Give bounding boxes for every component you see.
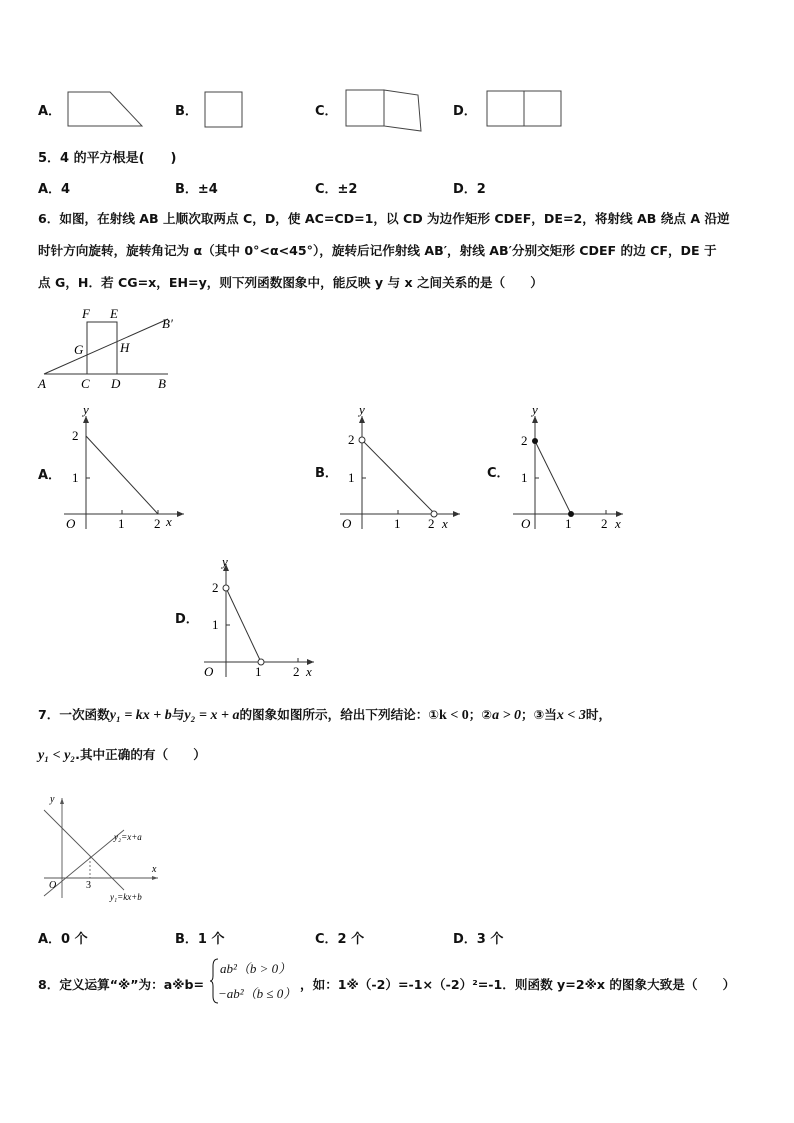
- square-shape: [205, 92, 242, 127]
- q7-y1-equation: y₁ = kx + b: [109, 708, 172, 723]
- graph-segment: [227, 590, 260, 660]
- q4-option-b-figure: [203, 90, 247, 130]
- q7-mid1: 与: [171, 707, 185, 722]
- closed-point-y2: [532, 438, 538, 444]
- label-c: C: [81, 376, 90, 391]
- label-f: F: [82, 306, 90, 321]
- tick-label-x1: 1: [565, 516, 572, 531]
- label-x: x: [166, 514, 172, 529]
- label-y: y: [83, 402, 89, 417]
- label-y: y: [222, 554, 228, 569]
- open-point-y2: [359, 437, 365, 443]
- q4-option-c-figure: [344, 88, 424, 134]
- q8-case2: −ab²（b ≤ 0）: [218, 986, 297, 1001]
- q7-graph: [40, 790, 170, 910]
- q4-option-c-label: C．: [315, 104, 338, 119]
- q5-option-a: A．4: [38, 182, 71, 197]
- q6-option-b-label: B．: [315, 466, 338, 481]
- y-axis-arrow: [532, 416, 538, 423]
- ray-ab-prime: [44, 319, 168, 374]
- q7-option-a: A．0 个: [38, 932, 88, 947]
- graph-segment: [362, 440, 433, 512]
- tick-label-y2: 2: [72, 428, 79, 443]
- label-d: D: [111, 376, 121, 391]
- q7-mid3: ；②: [468, 707, 493, 722]
- label-a: A: [38, 376, 46, 391]
- q7-prefix: 7．一次函数: [38, 707, 110, 722]
- q4-option-a-label: A．: [38, 104, 62, 119]
- q7-mid2: 的图象如图所示，给出下列结论：①: [239, 707, 440, 722]
- left-square-shape: [346, 90, 384, 126]
- label-three: 3: [86, 880, 91, 891]
- q6-geometry-figure: [36, 302, 216, 392]
- label-y: y: [532, 402, 538, 417]
- label-b-prime: B′: [162, 316, 173, 331]
- tick-label-y1: 1: [348, 470, 355, 485]
- q6-option-b-graph: [336, 404, 496, 534]
- tick-label-x1: 1: [255, 664, 262, 679]
- tick-label-y1: 1: [521, 470, 528, 485]
- q6-option-d-graph: [200, 552, 360, 682]
- q5-option-c: C．±2: [315, 182, 358, 197]
- q8-case1: ab²（b > 0）: [220, 961, 292, 976]
- label-x: x: [306, 664, 312, 679]
- q7-y1-lt-y2: y₁ < y₂: [38, 748, 76, 763]
- q5-option-b: B．±4: [175, 182, 218, 197]
- tick-label-x1: 1: [394, 516, 401, 531]
- tick-label-y1: 1: [212, 617, 219, 632]
- q5-stem: 5．4 的平方根是( ): [38, 151, 177, 166]
- label-y: y: [359, 402, 365, 417]
- q6-option-a-graph: [60, 404, 220, 534]
- label-origin: O: [66, 516, 76, 531]
- label-x: x: [615, 516, 621, 531]
- tick-label-x2: 2: [601, 516, 608, 531]
- q8-prefix: 8．定义运算“※”为：a※b=: [38, 977, 205, 992]
- q6-option-d-label: D．: [175, 612, 199, 627]
- tick-label-y1: 1: [72, 470, 79, 485]
- q7-stem-line2: [38, 744, 206, 764]
- tick-label-x1: 1: [118, 516, 125, 531]
- y-axis-arrow: [83, 416, 89, 423]
- trapezoid-shape: [68, 92, 142, 126]
- x-axis-arrow: [177, 511, 184, 517]
- label-h: H: [120, 340, 130, 355]
- y-axis-arrow: [359, 416, 365, 423]
- label-x: x: [442, 516, 448, 531]
- open-point-y2: [223, 585, 229, 591]
- q7-x-lt-3: x < 3: [556, 708, 586, 723]
- q6-stem-line3: 点 G，H．若 CG=x，EH=y，则下列函数图象中，能反映 y 与 x 之间关系的是（ ）: [38, 275, 543, 290]
- q6-stem-line2: 时针方向旋转，旋转角记为 α（其中 0°<α<45°），旋转后记作射线 AB′，射线 AB′分别交矩形 CDEF 的边 CF，DE 于: [38, 243, 717, 258]
- q7-option-b: B．1 个: [175, 932, 225, 947]
- label-e: E: [110, 306, 118, 321]
- tick-label-y2: 2: [212, 580, 219, 595]
- label-y: y: [50, 794, 55, 805]
- tick-label-x2: 2: [154, 516, 161, 531]
- tick-label-y2: 2: [521, 433, 528, 448]
- q7-a-positive: a > 0: [492, 708, 522, 723]
- label-line-y2: y₂=x+a: [114, 832, 142, 842]
- q7-line2-suffix: .其中正确的有（ ）: [75, 747, 206, 762]
- tick-label-x2: 2: [293, 664, 300, 679]
- label-g: G: [74, 342, 84, 357]
- q4-option-d-label: D．: [453, 104, 477, 119]
- y-axis-arrow: [60, 798, 64, 804]
- q4-option-a-figure: [66, 90, 146, 130]
- q6-option-c-label: C．: [487, 466, 510, 481]
- q4-option-b-label: B．: [175, 104, 198, 119]
- x-axis-arrow: [152, 876, 158, 880]
- label-x: x: [152, 864, 157, 875]
- label-b: B: [158, 376, 166, 391]
- label-origin: O: [521, 516, 531, 531]
- label-line-y1: y₁=kx+b: [110, 892, 142, 902]
- graph-segment: [86, 436, 158, 514]
- q5-option-d: D．2: [453, 182, 486, 197]
- tick-label-y2: 2: [348, 432, 355, 447]
- label-origin: O: [49, 880, 57, 891]
- label-origin: O: [342, 516, 352, 531]
- q4-option-d-figure: [485, 89, 565, 129]
- q7-mid5: 时，: [585, 707, 612, 722]
- q6-option-c-graph: [509, 404, 669, 534]
- left-square-shape: [487, 91, 524, 126]
- q6-option-a-label: A．: [38, 468, 62, 483]
- q6-stem-line1: 6．如图，在射线 AB 上顺次取两点 C，D，使 AC=CD=1，以 CD 为边作矩形 CDEF，DE=2，将射线 AB 绕点 A 沿逆: [38, 211, 730, 226]
- q7-k-negative: k < 0: [439, 708, 469, 723]
- q7-y2-equation: y₂ = x + a: [184, 708, 240, 723]
- x-axis-arrow: [453, 511, 460, 517]
- graph-segment: [535, 441, 571, 514]
- label-origin: O: [204, 664, 214, 679]
- right-square-shape: [524, 91, 561, 126]
- q7-option-c: C．2 个: [315, 932, 365, 947]
- q7-stem-line1: [38, 704, 611, 724]
- q7-mid4: ；③当: [521, 707, 557, 722]
- q8-suffix: ，如：1※（-2）=-1×（-2）²=-1．则函数 y=2※x 的图象大致是（ ）: [300, 977, 736, 992]
- q7-option-d: D．3 个: [453, 932, 504, 947]
- tick-label-x2: 2: [428, 516, 435, 531]
- slanted-panel-shape: [384, 90, 421, 131]
